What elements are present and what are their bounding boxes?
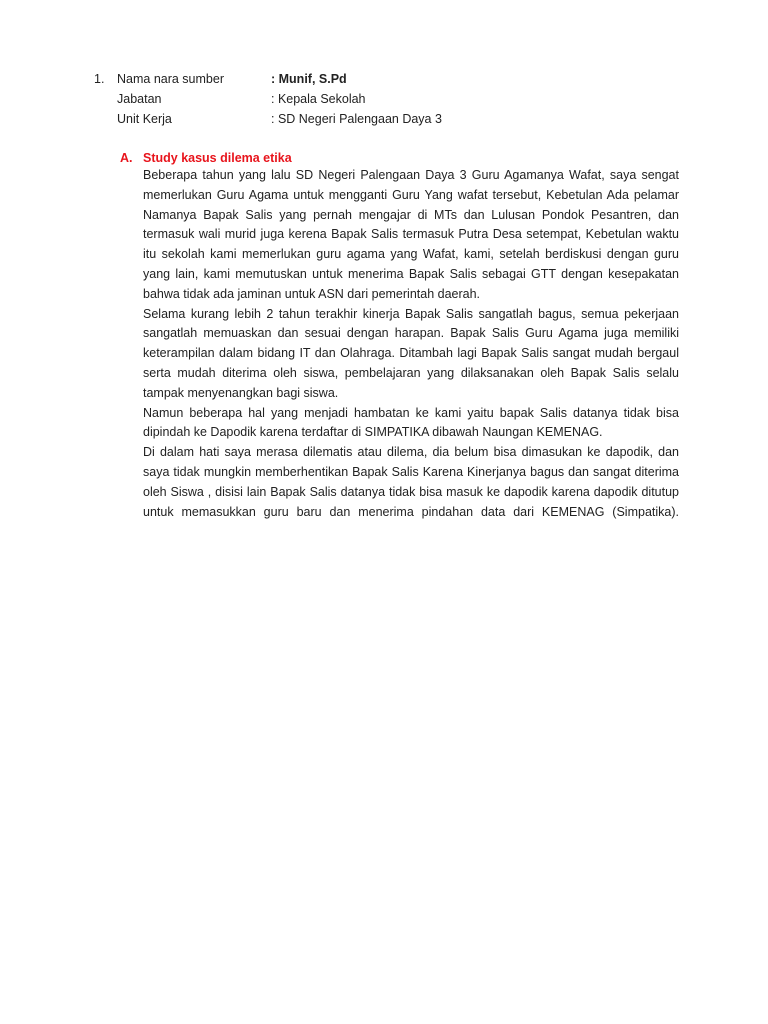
list-number: 1. bbox=[94, 72, 105, 86]
paragraph-background: Beberapa tahun yang lalu SD Negeri Palengaan Daya 3 Guru Agamanya Wafat, saya sengat memerlukan Guru Agama untuk mengganti Guru Yang wafat tersebut, Kebetulan Ada pelamar Namanya Bapak Salis yang pernah mengajar di MTs dan Lulusan Pondok Pesantren, dan termasuk wali murid juga kerena Bapak Salis termasuk Putra Desa setempat, Kebetulan waktu itu sekolah kami memerlukan guru agama yang Wafat, kami, setelah berdiskusi dengan guru yang lain, kami memutuskan untuk menerima Bapak Salis sebagai GTT dengan kesepakatan bahwa tidak ada jaminan untuk ASN dari pemerintah daerah. bbox=[143, 168, 679, 301]
info-value-unit: : SD Negeri Palengaan Daya 3 bbox=[271, 112, 442, 126]
paragraph-obstacle: Namun beberapa hal yang menjadi hambatan ke kami yaitu bapak Salis datanya tidak bisa dipindah ke Dapodik karena terdaftar di SIMPATIKA dibawah Naungan KEMENAG. bbox=[143, 405, 679, 440]
info-label-name: Nama nara sumber bbox=[117, 72, 224, 86]
paragraph-dilemma: Di dalam hati saya merasa dilematis atau dilema, dia belum bisa dimasukan ke dapodik, dan saya tidak mungkin memberhentikan Bapak Salis Karena Kinerjanya bagus dan sangat diterima oleh Siswa , disisi lain Bapak Salis datanya tidak bisa masuk ke dapodik karena dapodik ditutup untuk memasukkan guru baru dan menerima pindahan data dari KEMENAG (Simpatika). bbox=[143, 445, 679, 519]
info-label-position: Jabatan bbox=[117, 92, 162, 106]
section-heading bbox=[120, 148, 292, 168]
info-value-name: : Munif, S.Pd bbox=[271, 72, 347, 86]
source-info-block bbox=[94, 69, 694, 129]
info-row-unit bbox=[94, 109, 694, 129]
section-letter: A. bbox=[120, 151, 133, 165]
info-label-unit: Unit Kerja bbox=[117, 112, 172, 126]
info-row-name bbox=[94, 69, 694, 89]
paragraph-performance: Selama kurang lebih 2 tahun terakhir kinerja Bapak Salis sangatlah bagus, semua pekerjaan sangatlah memuaskan dan sesuai dengan harapan. Bapak Salis Guru Agama juga memiliki keterampilan dalam bidang IT dan Olahraga. Ditambah lagi Bapak Salis sangat mudah bergaul serta mudah diterima oleh siswa, pembelajaran yang dilaksanakan oleh Bapak Salis selalu tampak menyenangkan bagi siswa. bbox=[143, 306, 679, 400]
section-title: Study kasus dilema etika bbox=[143, 151, 292, 165]
case-study-body bbox=[143, 166, 679, 522]
info-value-position: : Kepala Sekolah bbox=[271, 92, 366, 106]
info-row-position bbox=[94, 89, 694, 109]
